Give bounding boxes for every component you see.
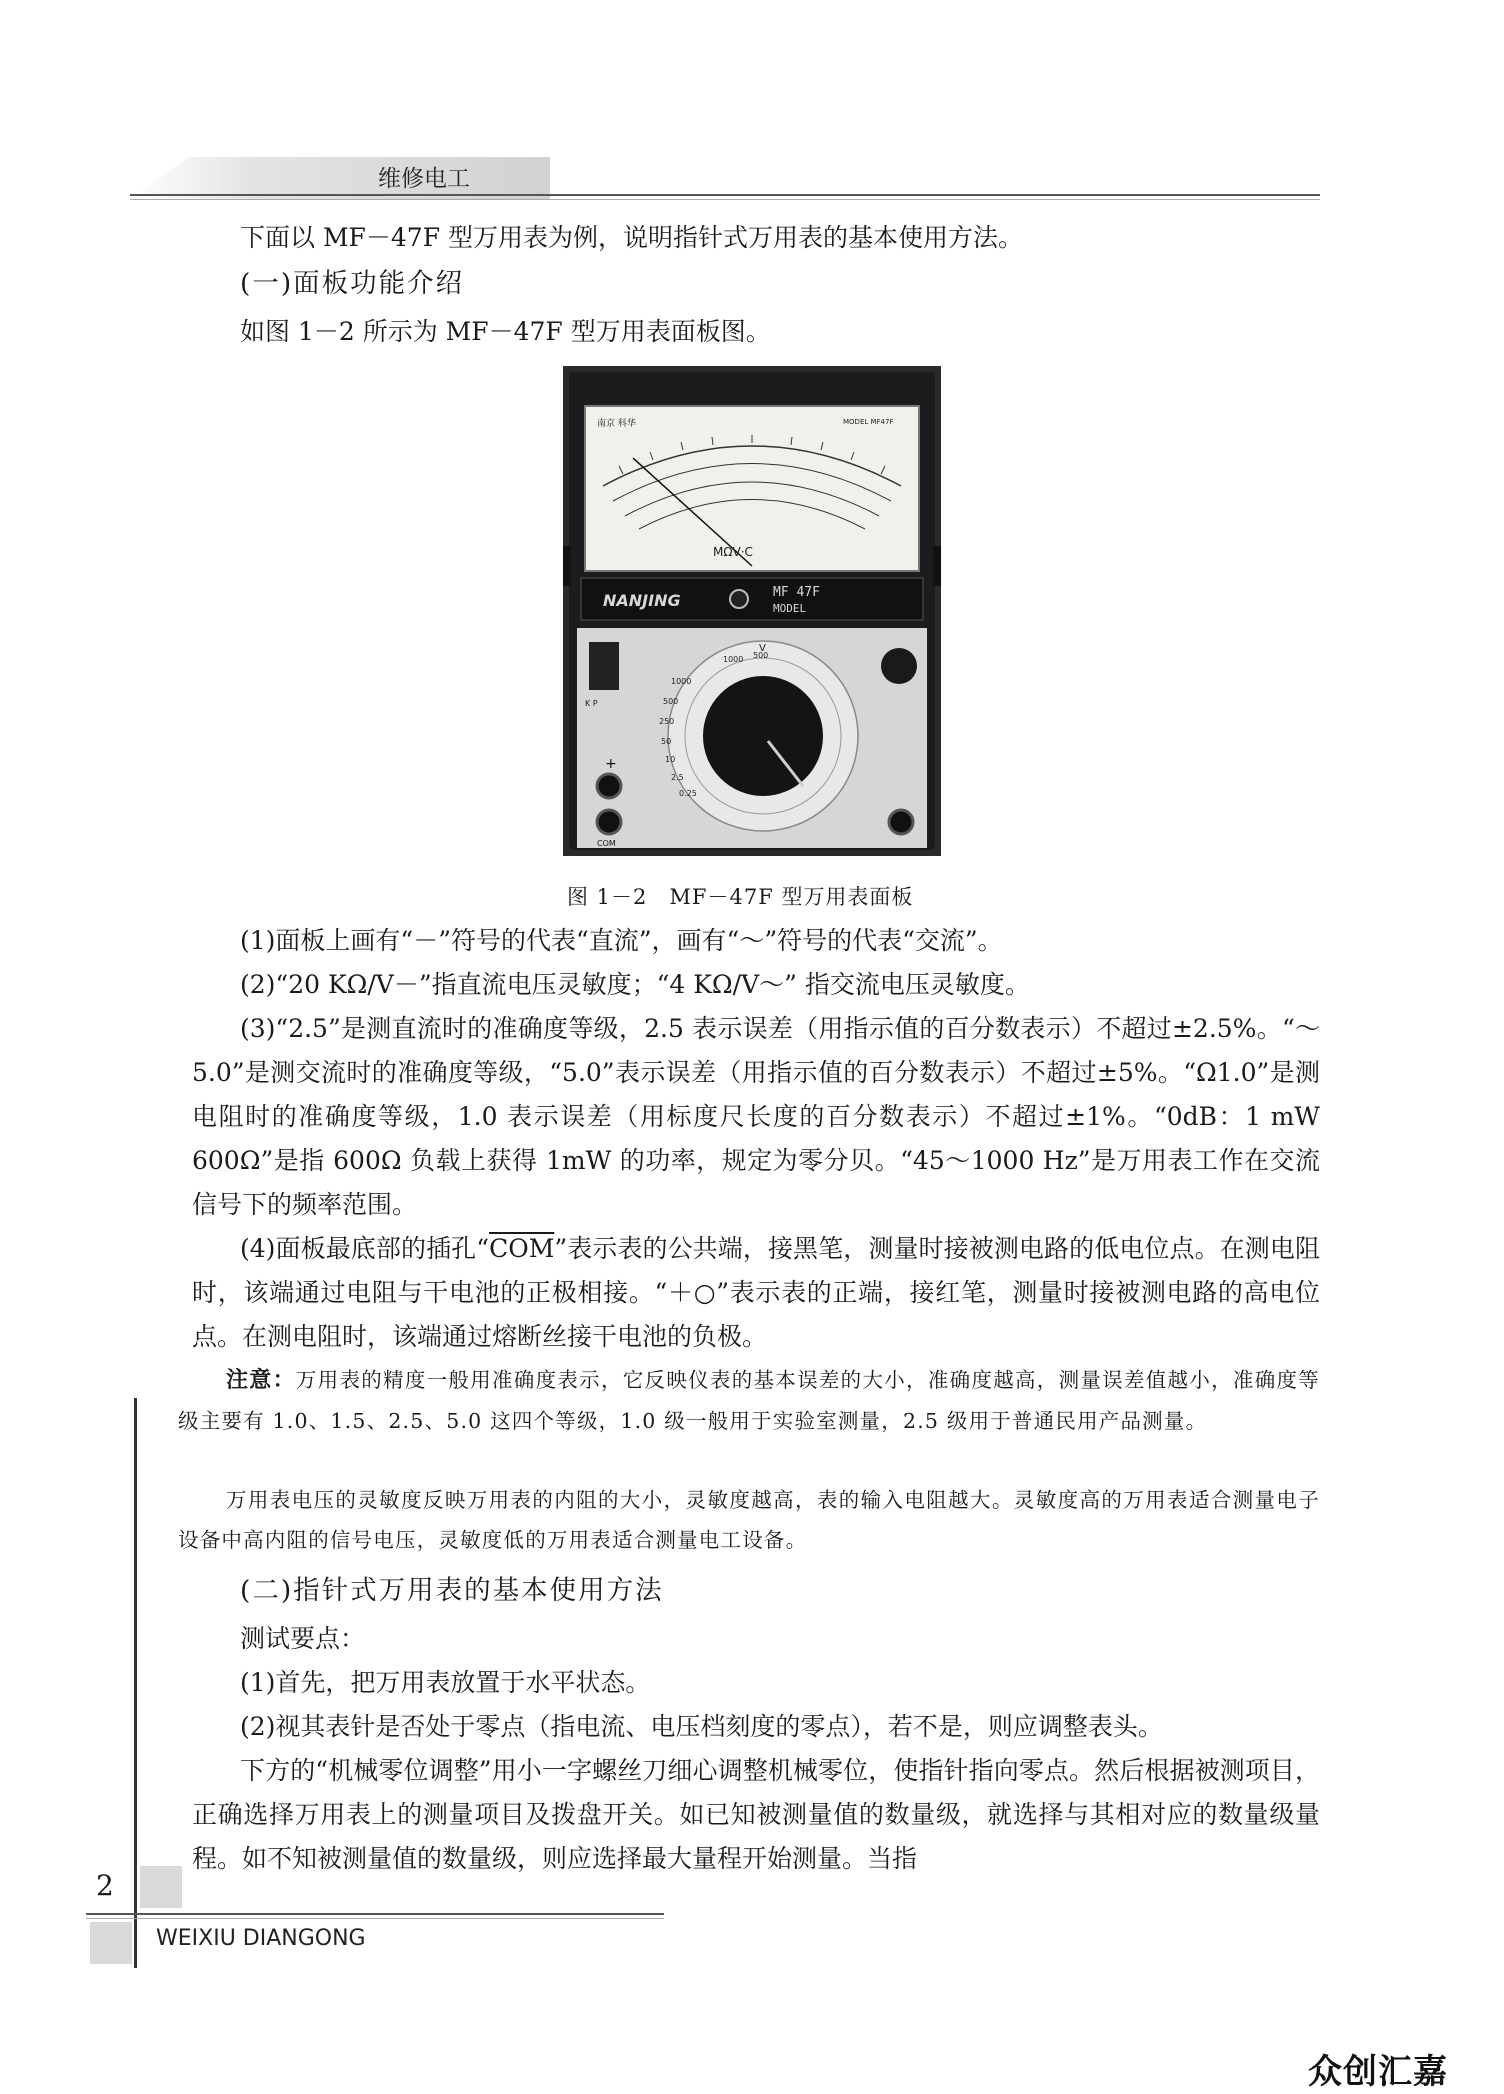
footer-running-title: WEIXIU DIANGONG [156, 1926, 366, 1951]
meter-scale-text: MΩV·C [713, 545, 753, 559]
figure-intro-paragraph: 如图 1－2 所示为 MF－47F 型万用表面板图。 [240, 317, 771, 346]
step-1: (1)首先，把万用表放置于水平状态。 [240, 1668, 651, 1697]
header-swoosh-decoration [130, 157, 550, 199]
note-paragraph-1 [178, 1360, 1320, 1441]
plus-jack-label: + [605, 756, 617, 772]
running-header-title: 维修电工 [378, 166, 470, 192]
section-heading-1: (一)面板功能介绍 [240, 268, 465, 299]
paragraph-3: (3)“2.5”是测直流时的准确度等级，2.5 表示误差（用指示值的百分数表示）不超过±2.5%。“～5.0”是测交流时的准确度等级，“5.0”表示误差（用指示值的百分数表示）不超过±5%。“Ω1.0”是测电阻时的准确度等级，1.0 表示误差（用标度尺长度的百分数表示）不超过±1%。“0dB：1 mW 600Ω”是指 600Ω 负载上获得 1mW 的功率，规定为零分贝。“45～1000 Hz”是万用表工作在交流信号下的频率范围。 [192, 1014, 1320, 1219]
switch-kp-label: K P [585, 699, 598, 708]
meter-model-label: MODEL MF47F [843, 418, 894, 426]
dial-label-v: V [759, 643, 766, 654]
note-text-1: 万用表的精度一般用准确度表示，它反映仪表的基本误差的大小，准确度越高，测量误差值越小，准确度等级主要有 1.0、1.5、2.5、5.0 这四个等级，1.0 级一般用于实验室测量，2.5 级用于普通民用产品测量。 [178, 1368, 1320, 1433]
footer-rule-thin [86, 1918, 664, 1919]
dial-number-8: 1000 [723, 655, 744, 664]
zero-adjust-screw-icon [730, 590, 748, 608]
dial-number-1: 1000 [671, 677, 692, 686]
page-number: 2 [96, 1869, 114, 1902]
multimeter-panel-figure [563, 366, 941, 856]
dial-number-3: 250 [659, 717, 675, 726]
paragraph-4 [192, 1227, 1320, 1359]
margin-bar [134, 1398, 137, 1968]
dial-number-2: 500 [663, 697, 679, 706]
high-current-jack-icon [889, 810, 913, 834]
paragraph-4-before: (4)面板最底部的插孔“ [240, 1234, 490, 1263]
paragraph-4-after: ”表示表的公共端，接黑笔，测量时接被测电路的低电位点。在测电阻时，该端通过电阻与干电池的正极相接。“＋○”表示表的正端，接红笔，测量时接被测电路的高电位点。在测电阻时，该端通过熔断丝接干电池的负极。 [192, 1234, 1320, 1351]
intro-paragraph: 下面以 MF－47F 型万用表为例，说明指针式万用表的基本使用方法。 [240, 223, 1023, 252]
watermark-logo: 众创汇嘉 [1308, 2052, 1448, 2092]
section-heading-2: (二)指针式万用表的基本使用方法 [240, 1575, 664, 1606]
test-points-title: 测试要点： [240, 1624, 366, 1653]
dial-number-5: 10 [665, 755, 676, 764]
paragraph-1: (1)面板上画有“－”符号的代表“直流”，画有“～”符号的代表“交流”。 [240, 926, 1003, 955]
nameplate-brand: NANJING [603, 591, 681, 610]
note-paragraph-2: 万用表电压的灵敏度反映万用表的内阻的大小，灵敏度越高，表的输入电阻越大。灵敏度高的万用表适合测量电子设备中高内阻的信号电压，灵敏度低的万用表适合测量电工设备。 [178, 1488, 1320, 1552]
nameplate-model-top: MF 47F [773, 585, 820, 600]
paragraph-2: (2)“20 KΩ/V－”指直流电压灵敏度；“4 KΩ/V～” 指交流电压灵敏度。 [240, 970, 1030, 999]
header-rule-thin [130, 199, 1320, 200]
dial-number-4: 50 [661, 737, 672, 746]
figure-caption: 图 1－2 MF－47F 型万用表面板 [567, 885, 914, 909]
meter-brand-label: 南京 科华 [597, 419, 636, 429]
footer-box-decoration [140, 1866, 182, 1908]
paragraph-4-com: $\overline{COM}$ [489, 1234, 555, 1263]
com-jack-label: COM [597, 839, 616, 848]
dial-number-9: 500 [753, 651, 769, 660]
step-2: (2)视其表针是否处于零点（指电流、电压档刻度的零点），若不是，则应调整表头。 [240, 1712, 1163, 1741]
range-selector-knob-icon [703, 676, 823, 796]
footer-rule [86, 1913, 664, 1915]
ohm-zero-knob-icon [881, 648, 917, 684]
dial-number-7: 0.25 [679, 789, 697, 798]
footer-box-decoration-2 [90, 1922, 132, 1964]
nameplate-model-bottom: MODEL [773, 602, 807, 615]
dial-number-6: 2.5 [671, 773, 684, 782]
plus-jack-icon [597, 774, 621, 798]
com-jack-icon [597, 810, 621, 834]
body-paragraph: 下方的“机械零位调整”用小一字螺丝刀细心调整机械零位，使指针指向零点。然后根据被测项目，正确选择万用表上的测量项目及拨盘开关。如已知被测量值的数量级，就选择与其相对应的数量级量程。如不知被测量值的数量级，则应选择最大量程开始测量。当指 [192, 1756, 1320, 1873]
header-rule [130, 194, 1320, 196]
note-lead: 注意： [226, 1368, 296, 1393]
